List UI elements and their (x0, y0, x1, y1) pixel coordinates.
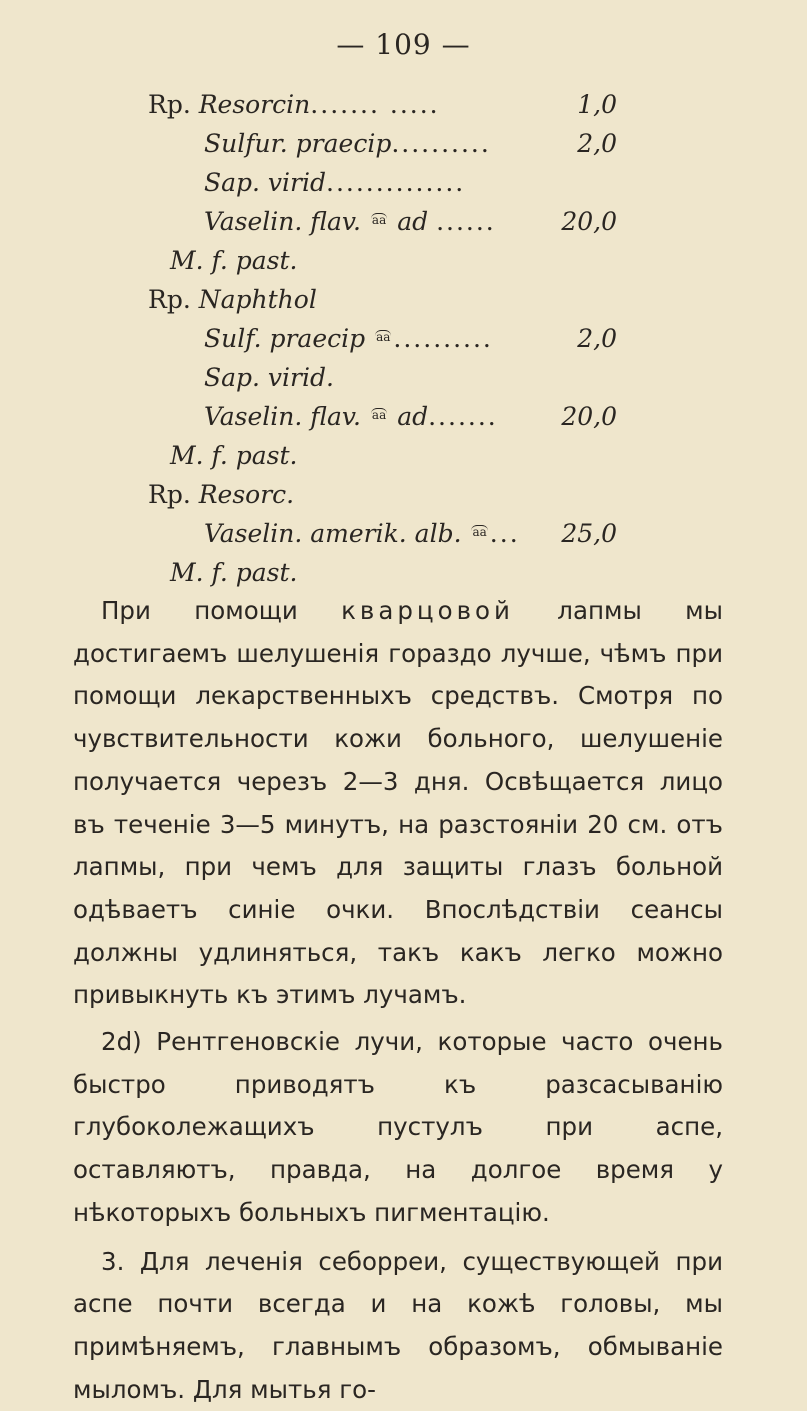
rx-ingredient: Sulfur. praecip.......... (204, 129, 491, 158)
rx-ingredient: Vaselin. flav. aa ad ...... (204, 207, 496, 236)
leader-dots: ....... ..... (310, 90, 440, 119)
rx-ingredient: Vaselin. amerik. alb. aa ... (204, 519, 520, 548)
rx-ingredient: Sulf. praecip aa .......... (204, 324, 493, 353)
ana-mark: aa (371, 408, 387, 422)
rx-label: Rp. Naphthol (148, 285, 317, 314)
page-number: — 109 — (336, 28, 471, 61)
rx-ingredient: Vaselin. flav. aa ad....... (204, 402, 498, 431)
rx-quantity: 1,0 (577, 90, 617, 119)
ana-mark: aa (371, 213, 387, 227)
ana-mark: aa (376, 330, 391, 344)
ana-mark: aa (472, 525, 487, 539)
rx-quantity: 2,0 (577, 324, 617, 353)
rx-quantity: 20,0 (561, 402, 617, 431)
rx-label: Rp. Resorc. (148, 480, 295, 509)
rx-instruction: M. f. past. (170, 558, 298, 587)
paragraph: 2d) Рентгеновскіе лучи, которые часто очень быстро приводятъ къ разсасыванію глубоколежащихъ пустулъ при аспе, оставляютъ, правда, на долгое время у нѣкоторыхъ больныхъ пигментацію. (73, 1027, 723, 1227)
rx-instruction: M. f. past. (170, 441, 298, 470)
body-text (73, 590, 723, 1411)
rx-ingredient: Resorcin (198, 90, 311, 119)
rx-instruction: M. f. past. (170, 246, 298, 275)
rx-quantity: 20,0 (561, 207, 617, 236)
rx-label: Rp. Resorcin....... ..... (148, 90, 440, 119)
rx-ingredient: Sap. virid.............. (204, 168, 466, 197)
rx-ingredient: Naphthol (198, 285, 317, 314)
paragraph: При помощи кварцовой лапмы мы достигаемъ шелушенія гораздо лучше, чѣмъ при помощи лекарственныхъ средствъ. Смотря по чувствительности кожи больного, шелушеніе получается черезъ 2—3 дня. Освѣщается лицо въ теченіе 3—5 минутъ, на разстояніи 20 см. отъ лапмы, при чемъ для защиты глазъ больной одѣваетъ синіе очки. Впослѣдствіи сеансы должны удлиняться, такъ какъ легко можно привыкнуть къ этимъ лучамъ. (73, 596, 724, 1010)
rx-quantity: 2,0 (577, 129, 617, 158)
rx-ingredient: Sap. virid. (204, 363, 334, 392)
rx-quantity: 25,0 (561, 519, 617, 548)
rx-ingredient: Resorc. (198, 480, 295, 509)
paragraph: 3. Для леченія себорреи, существующей при аспе почти всегда и на кожѣ головы, мы примѣняемъ, главнымъ образомъ, обмываніе мыломъ. Для мытья го- (73, 1246, 723, 1404)
